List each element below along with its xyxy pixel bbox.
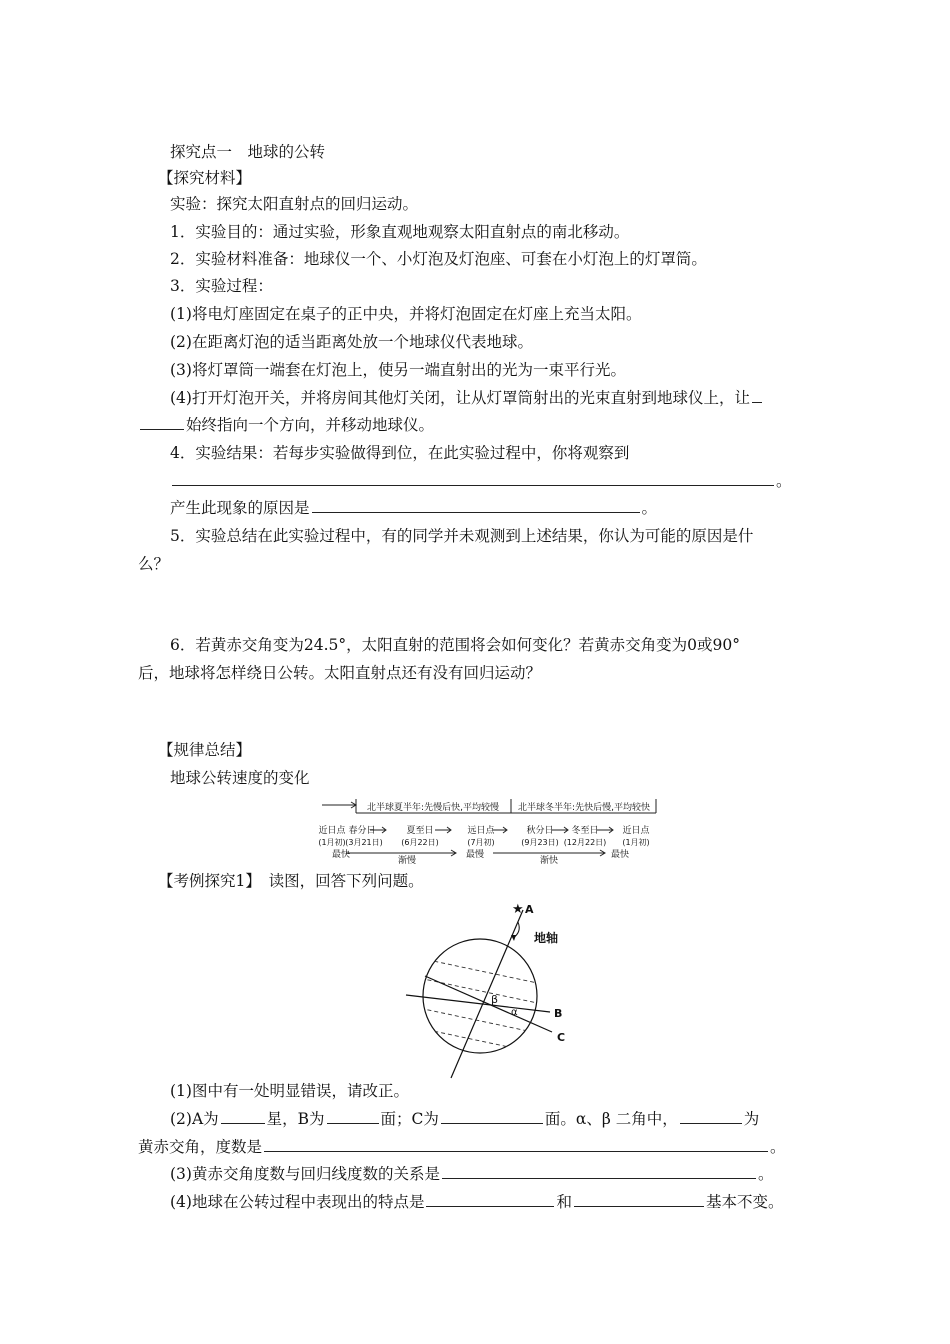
bracket-summer: 北半球夏半年:先慢后快,平均较慢 xyxy=(367,803,499,813)
rule-subtitle: 地球公转速度的变化 xyxy=(170,769,310,787)
process-3: (3)将灯罩筒一端套在灯泡上，使另一端直射出的光为一束平行光。 xyxy=(170,361,626,379)
blank-relation[interactable] xyxy=(442,1163,756,1179)
step-6-line2: 后，地球将怎样绕日公转。太阳直射点还有没有回归运动？ xyxy=(138,664,542,682)
process-1: (1)将电灯座固定在桌子的正中央，并将灯泡固定在灯座上充当太阳。 xyxy=(170,305,642,323)
blank-c[interactable] xyxy=(441,1108,543,1124)
material-header: 【探究材料】 xyxy=(158,169,252,187)
process-4-line1: (4)打开灯泡开关，并将房间其他灯关闭，让从灯罩筒射出的光束直射到地球仪上，让 xyxy=(170,387,764,409)
point-name-3: 远日点 xyxy=(467,826,495,836)
b-label: B xyxy=(554,1007,563,1020)
step-2: 2．实验材料准备：地球仪一个、小灯泡及灯泡座、可套在小灯泡上的灯罩筒。 xyxy=(170,250,707,268)
globe xyxy=(423,939,537,1053)
point-date-6: (1月初) xyxy=(622,838,650,847)
reason-line: 产生此现象的原因是 。 xyxy=(170,499,658,517)
process-4-line2: 始终指向一个方向，并移动地球仪。 xyxy=(138,414,434,436)
blank-b[interactable] xyxy=(327,1108,379,1124)
point-name-1: 春分日 xyxy=(348,826,376,836)
speed-mid: 最慢 xyxy=(466,850,485,860)
point-date-5: (12月22日) xyxy=(563,838,607,847)
speed-left: 最快 xyxy=(332,850,351,860)
blank-reason[interactable] xyxy=(312,497,640,513)
step-4: 4．实验结果：若每步实验做得到位，在此实验过程中，你将观察到 xyxy=(170,444,630,462)
process-2: (2)在距离灯泡的适当距离处放一个地球仪代表地球。 xyxy=(170,333,533,351)
example-prompt: 读图，回答下列问题。 xyxy=(268,872,424,890)
trend-slowing: 渐慢 xyxy=(398,856,417,864)
point-name-0: 近日点 xyxy=(318,826,346,836)
blank-axis[interactable] xyxy=(752,387,762,403)
section-title: 探究点一 地球的公转 xyxy=(170,143,326,161)
star-label: A xyxy=(525,903,534,916)
rule-header: 【规律总结】 xyxy=(158,741,252,759)
point-date-3: (7月初) xyxy=(467,838,495,847)
star-icon: ★ xyxy=(512,902,524,917)
experiment-intro: 实验：探究太阳直射点的回归运动。 xyxy=(170,195,419,213)
example-header: 【考例探究1】 读图，回答下列问题。 xyxy=(158,872,424,890)
point-date-4: (9月23日) xyxy=(521,838,559,847)
alpha-label: α xyxy=(511,1007,518,1018)
question-1: (1)图中有一处明显错误，请改正。 xyxy=(170,1082,409,1100)
beta-label: β xyxy=(491,993,499,1006)
point-name-4: 秋分日 xyxy=(526,826,554,836)
blank-observation[interactable] xyxy=(172,470,774,486)
blank-degree[interactable] xyxy=(264,1136,768,1152)
question-3: (3)黄赤交角度数与回归线度数的关系是 。 xyxy=(170,1165,774,1183)
line-c xyxy=(425,976,552,1032)
question-4: (4)地球在公转过程中表现出的特点是 和 基本不变。 xyxy=(170,1193,784,1211)
point-name-6: 近日点 xyxy=(622,826,650,836)
blank-a[interactable] xyxy=(221,1108,265,1124)
orbit-speed-chart xyxy=(318,796,664,864)
trend-speeding: 渐快 xyxy=(540,856,559,864)
point-date-2: (6月22日) xyxy=(401,838,439,847)
step-4-answer: 。 xyxy=(170,470,792,492)
axis-label: 地轴 xyxy=(534,931,559,945)
bracket-winter: 北半球冬半年:先快后慢,平均较快 xyxy=(518,803,650,813)
step-3: 3．实验过程： xyxy=(170,277,273,295)
step-1: 1．实验目的：通过实验，形象直观地观察太阳直射点的南北移动。 xyxy=(170,223,630,241)
earth-tilt-diagram xyxy=(400,896,580,1080)
c-label: C xyxy=(557,1031,566,1044)
blank-axis-cont[interactable] xyxy=(140,414,184,430)
step-6-line1: 6．若黄赤交角变为24.5°，太阳直射的范围将会如何变化？若黄赤交角变为0或90° xyxy=(170,636,740,654)
speed-right: 最快 xyxy=(611,850,630,860)
blank-angle[interactable] xyxy=(680,1108,742,1124)
point-name-2: 夏至日 xyxy=(406,826,434,836)
step-5-line2: 么？ xyxy=(138,555,170,573)
point-date-0: (1月初) xyxy=(318,838,346,847)
question-2-line2: 黄赤交角，度数是 。 xyxy=(138,1138,786,1156)
point-name-5: 冬至日 xyxy=(571,826,599,836)
question-2-line1: (2)A为 星，B为 面；C为 面。α、β 二角中， 为 xyxy=(170,1110,760,1128)
blank-feature-2[interactable] xyxy=(574,1191,704,1207)
step-5-line1: 5．实验总结在此实验过程中，有的同学并未观测到上述结果，你认为可能的原因是什 xyxy=(170,527,754,545)
blank-feature-1[interactable] xyxy=(426,1191,554,1207)
point-date-1: (3月21日) xyxy=(345,838,383,847)
